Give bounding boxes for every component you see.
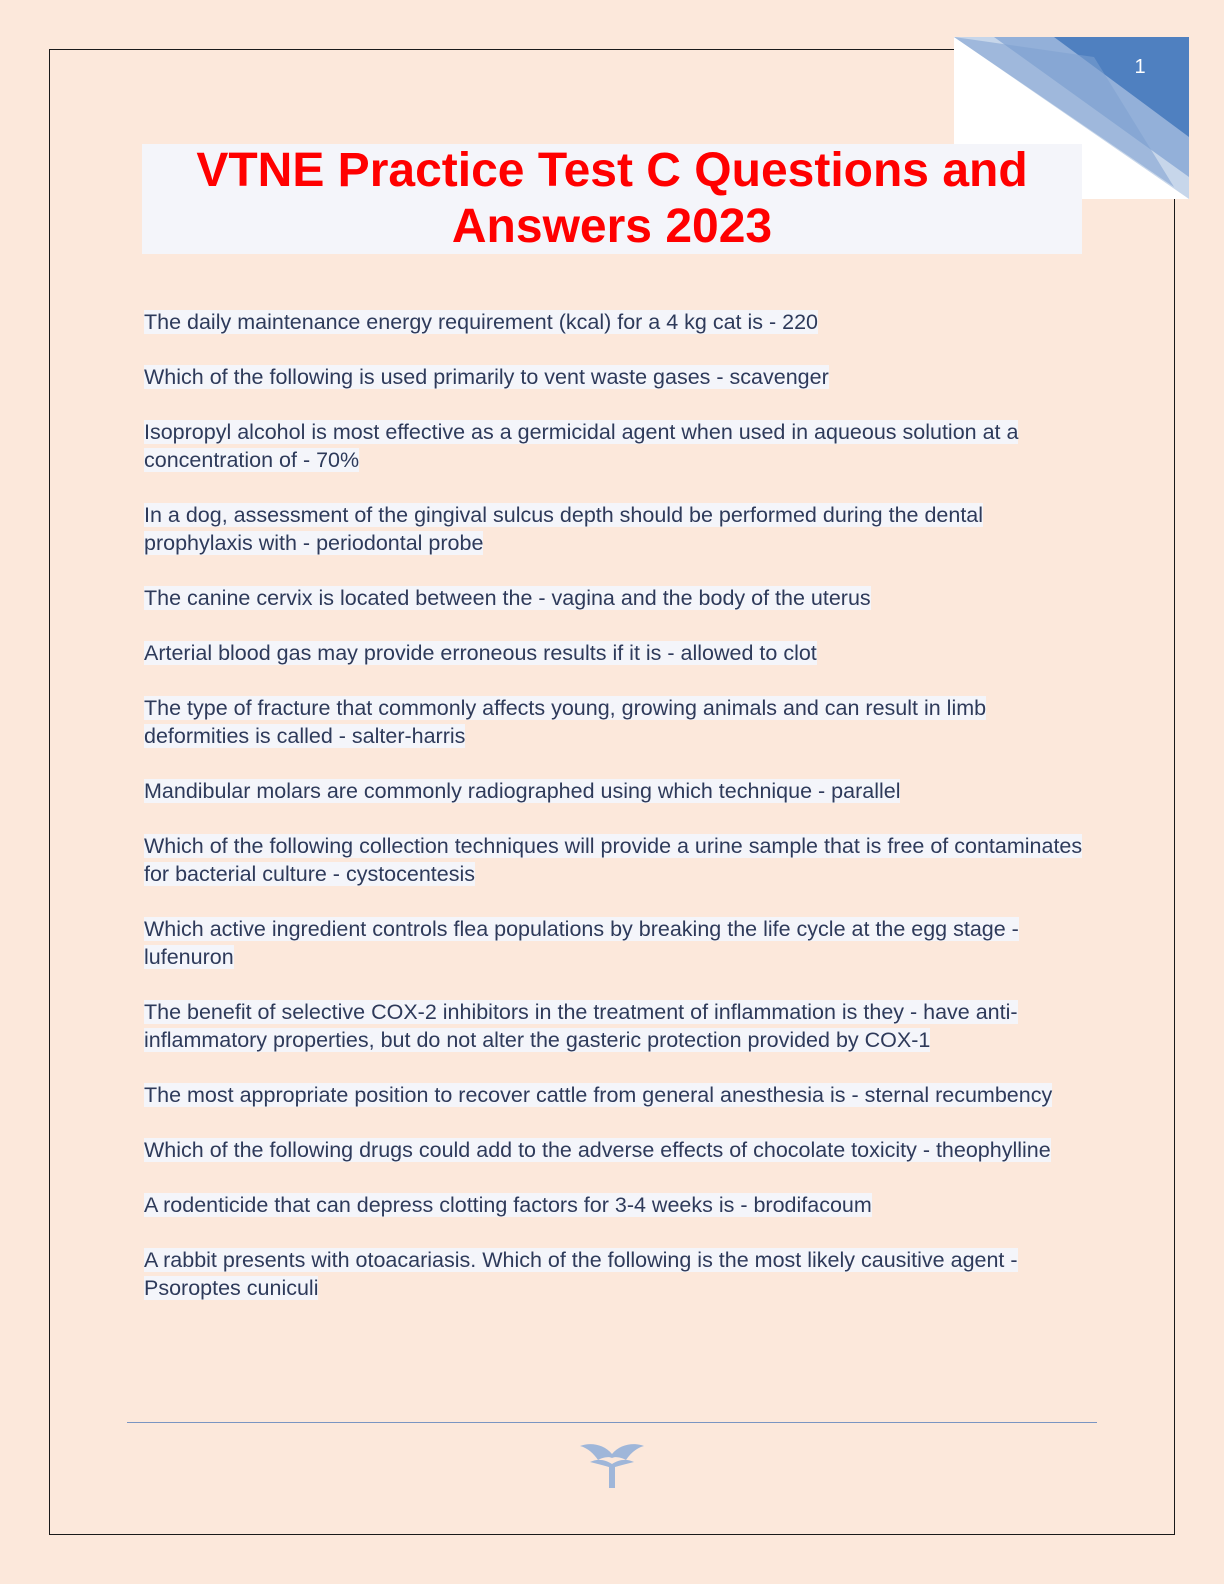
qa-item [144,584,1094,612]
qa-item [144,1136,1094,1164]
qa-item [144,694,1094,750]
page-title: VTNE Practice Test C Questions and Answers 2023 [196,144,1028,253]
qa-text: Mandibular molars are commonly radiographed using which technique - parallel [144,779,901,803]
qa-item [144,1081,1094,1109]
qa-item [144,639,1094,667]
footer-divider [127,1422,1097,1423]
title-banner [142,144,1082,254]
qa-item [144,501,1094,557]
qa-text: The canine cervix is located between the - vagina and the body of the uterus [144,586,871,610]
qa-text: Which active ingredient controls flea populations by breaking the life cycle at the egg stage - lufenuron [144,917,1019,969]
qa-text: Which of the following drugs could add to the adverse effects of chocolate toxicity - theophylline [144,1138,1051,1162]
qa-text: The daily maintenance energy requirement (kcal) for a 4 kg cat is - 220 [144,310,818,334]
qa-text: The benefit of selective COX-2 inhibitors in the treatment of inflammation is they - have anti-inflammatory properties, but do not alter the gasteric protection provided by COX-1 [144,1000,1018,1052]
qa-item [144,418,1094,474]
qa-text: A rabbit presents with otoacariasis. Which of the following is the most likely causitive agent - Psoroptes cuniculi [144,1248,1018,1300]
qa-text: The most appropriate position to recover cattle from general anesthesia is - sternal recumbency [144,1083,1053,1107]
qa-item [144,777,1094,805]
page-number: 1 [1134,56,1146,78]
qa-item [144,363,1094,391]
qa-text: A rodenticide that can depress clotting factors for 3-4 weeks is - brodifacoum [144,1193,872,1217]
qa-text: The type of fracture that commonly affects young, growing animals and can result in limb deformities is called - salter-harris [144,696,987,748]
qa-text: Isopropyl alcohol is most effective as a germicidal agent when used in aqueous solution at a concentration of - 70% [144,420,1019,472]
qa-item [144,915,1094,971]
qa-item [144,832,1094,888]
qa-item [144,1246,1094,1302]
fleur-ornament-icon [576,1440,648,1490]
qa-text: Which of the following is used primarily to vent waste gases - scavenger [144,365,829,389]
qa-item [144,998,1094,1054]
qa-item [144,308,1094,336]
qa-text: Which of the following collection techniques will provide a urine sample that is free of contaminates for bacterial culture - cystocentesis [144,834,1083,886]
qa-text: In a dog, assessment of the gingival sulcus depth should be performed during the dental prophylaxis with - periodontal probe [144,503,984,555]
qa-text: Arterial blood gas may provide erroneous results if it is - allowed to clot [144,641,817,665]
qa-item [144,1191,1094,1219]
qa-list [144,308,1094,1329]
